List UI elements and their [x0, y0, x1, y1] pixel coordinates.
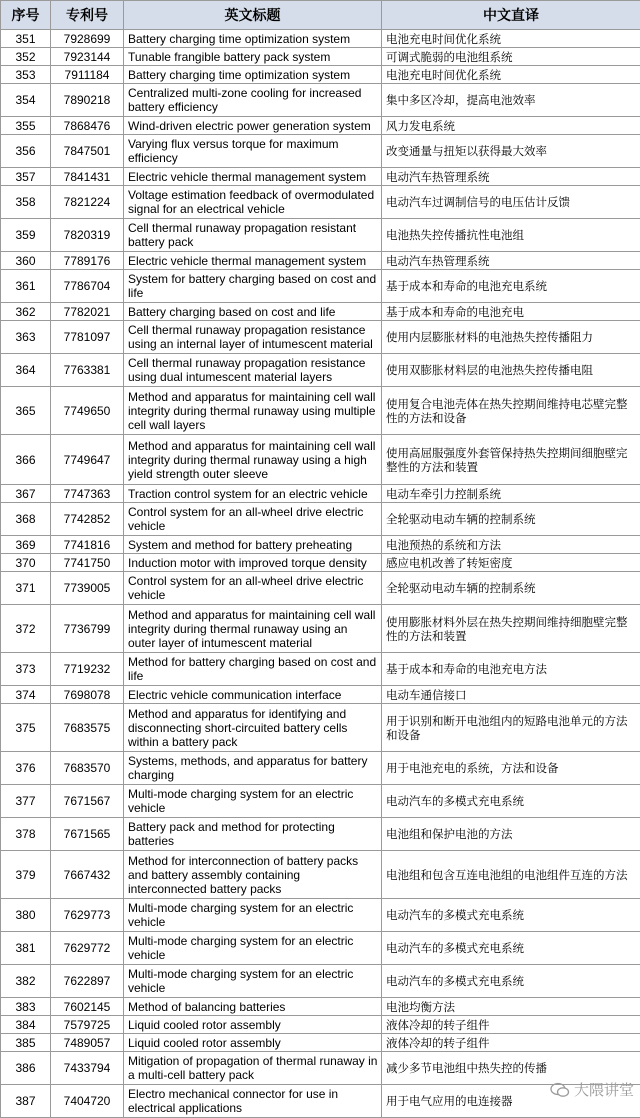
table-row: [1, 186, 640, 219]
cell-patent-number: 7789176: [51, 252, 124, 270]
table-row: [1, 48, 640, 66]
table-row: [1, 387, 640, 435]
cell-patent-number: 7404720: [51, 1085, 124, 1118]
table-row: [1, 252, 640, 270]
table-row: [1, 572, 640, 605]
cell-patent-number: 7781097: [51, 321, 124, 354]
table-row: [1, 117, 640, 135]
cell-patent-number: 7739005: [51, 572, 124, 605]
cell-patent-number: 7629773: [51, 899, 124, 932]
cell-chinese-translation: 电动车通信接口: [382, 686, 640, 704]
cell-index: 364: [1, 354, 51, 387]
cell-english-title: Method and apparatus for identifying and disconnecting short-circuited battery cells within a battery pack: [124, 704, 382, 752]
watermark: [550, 1079, 634, 1100]
cell-chinese-translation: 使用内层膨胀材料的电池热失控传播阻力: [382, 321, 640, 354]
cell-index: 374: [1, 686, 51, 704]
cell-patent-number: 7489057: [51, 1034, 124, 1052]
cell-chinese-translation: 电动汽车热管理系统: [382, 168, 640, 186]
cell-patent-number: 7742852: [51, 503, 124, 536]
cell-patent-number: 7741750: [51, 554, 124, 572]
table-row: [1, 1052, 640, 1085]
cell-index: 367: [1, 485, 51, 503]
cell-english-title: Cell thermal runaway propagation resistant battery pack: [124, 219, 382, 252]
cell-chinese-translation: 液体冷却的转子组件: [382, 1034, 640, 1052]
cell-patent-number: 7736799: [51, 605, 124, 653]
cell-index: 363: [1, 321, 51, 354]
cell-patent-number: 7868476: [51, 117, 124, 135]
cell-english-title: Battery pack and method for protecting batteries: [124, 818, 382, 851]
cell-english-title: Traction control system for an electric vehicle: [124, 485, 382, 503]
table-row: [1, 435, 640, 485]
cell-chinese-translation: 使用高屈服强度外套管保持热失控期间细胞壁完整性的方法和装置: [382, 435, 640, 485]
table-row: [1, 321, 640, 354]
cell-english-title: Electro mechanical connector for use in electrical applications: [124, 1085, 382, 1118]
chat-bubble-icon: [550, 1082, 570, 1098]
table-row: [1, 1016, 640, 1034]
cell-chinese-translation: 可调式脆弱的电池组系统: [382, 48, 640, 66]
cell-chinese-translation: 电池组和包含互连电池组的电池组件互连的方法: [382, 851, 640, 899]
cell-english-title: Battery charging time optimization system: [124, 66, 382, 84]
cell-chinese-translation: 用于识别和断开电池组内的短路电池单元的方法和设备: [382, 704, 640, 752]
table-row: [1, 303, 640, 321]
table-body: [1, 30, 640, 1118]
cell-english-title: Liquid cooled rotor assembly: [124, 1034, 382, 1052]
table-row: [1, 899, 640, 932]
table-row: [1, 998, 640, 1016]
cell-index: 360: [1, 252, 51, 270]
cell-patent-number: 7841431: [51, 168, 124, 186]
cell-index: 358: [1, 186, 51, 219]
table-row: [1, 554, 640, 572]
cell-patent-number: 7671565: [51, 818, 124, 851]
table-row: [1, 653, 640, 686]
cell-chinese-translation: 电动车牵引力控制系统: [382, 485, 640, 503]
cell-index: 385: [1, 1034, 51, 1052]
cell-chinese-translation: 电动汽车的多模式充电系统: [382, 965, 640, 998]
cell-chinese-translation: 电池预热的系统和方法: [382, 536, 640, 554]
cell-patent-number: 7698078: [51, 686, 124, 704]
cell-english-title: Liquid cooled rotor assembly: [124, 1016, 382, 1034]
cell-patent-number: 7671567: [51, 785, 124, 818]
cell-chinese-translation: 电池组和保护电池的方法: [382, 818, 640, 851]
cell-patent-number: 7683570: [51, 752, 124, 785]
table-row: [1, 135, 640, 168]
cell-english-title: Induction motor with improved torque density: [124, 554, 382, 572]
cell-index: 377: [1, 785, 51, 818]
cell-chinese-translation: 使用双膨胀材料层的电池热失控传播电阻: [382, 354, 640, 387]
cell-chinese-translation: 风力发电系统: [382, 117, 640, 135]
header-chinese-translation: 中文直译: [382, 1, 640, 30]
cell-english-title: Tunable frangible battery pack system: [124, 48, 382, 66]
cell-chinese-translation: 全轮驱动电动车辆的控制系统: [382, 572, 640, 605]
cell-index: 353: [1, 66, 51, 84]
cell-english-title: Electric vehicle communication interface: [124, 686, 382, 704]
cell-english-title: Multi-mode charging system for an electric vehicle: [124, 785, 382, 818]
cell-index: 362: [1, 303, 51, 321]
cell-index: 373: [1, 653, 51, 686]
table-row: [1, 485, 640, 503]
watermark-text: 大隈讲堂: [574, 1079, 634, 1100]
cell-chinese-translation: 减少多节电池组中热失控的传播: [382, 1052, 640, 1085]
cell-patent-number: 7890218: [51, 84, 124, 117]
cell-patent-number: 7622897: [51, 965, 124, 998]
cell-index: 378: [1, 818, 51, 851]
cell-chinese-translation: 用于电池充电的系统，方法和设备: [382, 752, 640, 785]
cell-index: 354: [1, 84, 51, 117]
cell-patent-number: 7786704: [51, 270, 124, 303]
cell-index: 351: [1, 30, 51, 48]
cell-index: 365: [1, 387, 51, 435]
table-row: [1, 354, 640, 387]
cell-english-title: Electric vehicle thermal management system: [124, 168, 382, 186]
cell-english-title: Electric vehicle thermal management system: [124, 252, 382, 270]
cell-chinese-translation: 电动汽车的多模式充电系统: [382, 932, 640, 965]
table-row: [1, 704, 640, 752]
cell-index: 383: [1, 998, 51, 1016]
cell-chinese-translation: 基于成本和寿命的电池充电方法: [382, 653, 640, 686]
cell-index: 386: [1, 1052, 51, 1085]
cell-index: 355: [1, 117, 51, 135]
table-row: [1, 84, 640, 117]
cell-patent-number: 7763381: [51, 354, 124, 387]
cell-chinese-translation: 集中多区冷却，提高电池效率: [382, 84, 640, 117]
cell-index: 387: [1, 1085, 51, 1118]
cell-chinese-translation: 液体冷却的转子组件: [382, 1016, 640, 1034]
table-row: [1, 536, 640, 554]
cell-index: 361: [1, 270, 51, 303]
cell-english-title: Method for interconnection of battery packs and battery assembly containing interconnected battery packs: [124, 851, 382, 899]
table-row: [1, 66, 640, 84]
cell-chinese-translation: 电池充电时间优化系统: [382, 30, 640, 48]
header-row: [1, 1, 640, 30]
cell-index: 357: [1, 168, 51, 186]
cell-chinese-translation: 使用复合电池壳体在热失控期间维持电芯壁完整性的方法和设备: [382, 387, 640, 435]
cell-english-title: Cell thermal runaway propagation resistance using an internal layer of intumescent material: [124, 321, 382, 354]
cell-patent-number: 7741816: [51, 536, 124, 554]
cell-english-title: Method of balancing batteries: [124, 998, 382, 1016]
cell-english-title: Wind-driven electric power generation system: [124, 117, 382, 135]
table-row: [1, 503, 640, 536]
cell-chinese-translation: 使用膨胀材料外层在热失控期间维持细胞壁完整性的方法和装置: [382, 605, 640, 653]
cell-index: 375: [1, 704, 51, 752]
header-patent-number: 专利号: [51, 1, 124, 30]
cell-index: 366: [1, 435, 51, 485]
cell-english-title: Multi-mode charging system for an electric vehicle: [124, 932, 382, 965]
cell-index: 359: [1, 219, 51, 252]
cell-english-title: Method and apparatus for maintaining cell wall integrity during thermal runaway using multiple cell wall layers: [124, 387, 382, 435]
cell-chinese-translation: 电池充电时间优化系统: [382, 66, 640, 84]
table-row: [1, 30, 640, 48]
cell-chinese-translation: 基于成本和寿命的电池充电: [382, 303, 640, 321]
cell-patent-number: 7923144: [51, 48, 124, 66]
cell-index: 379: [1, 851, 51, 899]
cell-english-title: System for battery charging based on cost and life: [124, 270, 382, 303]
cell-index: 371: [1, 572, 51, 605]
cell-chinese-translation: 电动汽车的多模式充电系统: [382, 785, 640, 818]
cell-chinese-translation: 改变通量与扭矩以获得最大效率: [382, 135, 640, 168]
table-row: [1, 270, 640, 303]
cell-index: 352: [1, 48, 51, 66]
cell-index: 368: [1, 503, 51, 536]
cell-english-title: Battery charging based on cost and life: [124, 303, 382, 321]
table-row: [1, 752, 640, 785]
cell-patent-number: 7433794: [51, 1052, 124, 1085]
cell-english-title: Cell thermal runaway propagation resistance using dual intumescent material layers: [124, 354, 382, 387]
cell-patent-number: 7747363: [51, 485, 124, 503]
cell-patent-number: 7911184: [51, 66, 124, 84]
cell-patent-number: 7629772: [51, 932, 124, 965]
cell-chinese-translation: 电池热失控传播抗性电池组: [382, 219, 640, 252]
cell-english-title: System and method for battery preheating: [124, 536, 382, 554]
cell-chinese-translation: 感应电机改善了转矩密度: [382, 554, 640, 572]
header-english-title: 英文标题: [124, 1, 382, 30]
cell-patent-number: 7928699: [51, 30, 124, 48]
table-row: [1, 965, 640, 998]
cell-chinese-translation: 用于电气应用的电连接器: [382, 1085, 640, 1118]
cell-index: 369: [1, 536, 51, 554]
cell-english-title: Varying flux versus torque for maximum efficiency: [124, 135, 382, 168]
cell-chinese-translation: 电动汽车过调制信号的电压估计反馈: [382, 186, 640, 219]
cell-english-title: Multi-mode charging system for an electric vehicle: [124, 965, 382, 998]
cell-chinese-translation: 电池均衡方法: [382, 998, 640, 1016]
cell-patent-number: 7683575: [51, 704, 124, 752]
table-row: [1, 168, 640, 186]
cell-english-title: Systems, methods, and apparatus for battery charging: [124, 752, 382, 785]
cell-patent-number: 7821224: [51, 186, 124, 219]
cell-index: 380: [1, 899, 51, 932]
cell-chinese-translation: 基于成本和寿命的电池充电系统: [382, 270, 640, 303]
cell-english-title: Battery charging time optimization system: [124, 30, 382, 48]
cell-index: 382: [1, 965, 51, 998]
cell-chinese-translation: 电动汽车热管理系统: [382, 252, 640, 270]
cell-english-title: Voltage estimation feedback of overmodulated signal for an electrical vehicle: [124, 186, 382, 219]
cell-english-title: Method and apparatus for maintaining cell wall integrity during thermal runaway using an outer layer of intumescent material: [124, 605, 382, 653]
cell-index: 370: [1, 554, 51, 572]
table-row: [1, 818, 640, 851]
cell-english-title: Control system for an all-wheel drive electric vehicle: [124, 503, 382, 536]
cell-patent-number: 7719232: [51, 653, 124, 686]
cell-patent-number: 7579725: [51, 1016, 124, 1034]
cell-index: 384: [1, 1016, 51, 1034]
cell-patent-number: 7749647: [51, 435, 124, 485]
table-row: [1, 932, 640, 965]
cell-index: 376: [1, 752, 51, 785]
cell-index: 356: [1, 135, 51, 168]
cell-english-title: Centralized multi-zone cooling for increased battery efficiency: [124, 84, 382, 117]
header-index: 序号: [1, 1, 51, 30]
cell-index: 372: [1, 605, 51, 653]
table-row: [1, 1085, 640, 1118]
table-row: [1, 686, 640, 704]
cell-english-title: Control system for an all-wheel drive electric vehicle: [124, 572, 382, 605]
table-row: [1, 219, 640, 252]
cell-chinese-translation: 电动汽车的多模式充电系统: [382, 899, 640, 932]
cell-english-title: Method and apparatus for maintaining cell wall integrity during thermal runaway using a high yield strength outer sleeve: [124, 435, 382, 485]
cell-english-title: Method for battery charging based on cost and life: [124, 653, 382, 686]
cell-patent-number: 7820319: [51, 219, 124, 252]
cell-english-title: Multi-mode charging system for an electric vehicle: [124, 899, 382, 932]
cell-index: 381: [1, 932, 51, 965]
table-row: [1, 851, 640, 899]
table-row: [1, 785, 640, 818]
cell-patent-number: 7782021: [51, 303, 124, 321]
cell-patent-number: 7602145: [51, 998, 124, 1016]
cell-patent-number: 7847501: [51, 135, 124, 168]
cell-patent-number: 7667432: [51, 851, 124, 899]
cell-chinese-translation: 全轮驱动电动车辆的控制系统: [382, 503, 640, 536]
table-row: [1, 605, 640, 653]
cell-english-title: Mitigation of propagation of thermal runaway in a multi-cell battery pack: [124, 1052, 382, 1085]
table-row: [1, 1034, 640, 1052]
cell-patent-number: 7749650: [51, 387, 124, 435]
